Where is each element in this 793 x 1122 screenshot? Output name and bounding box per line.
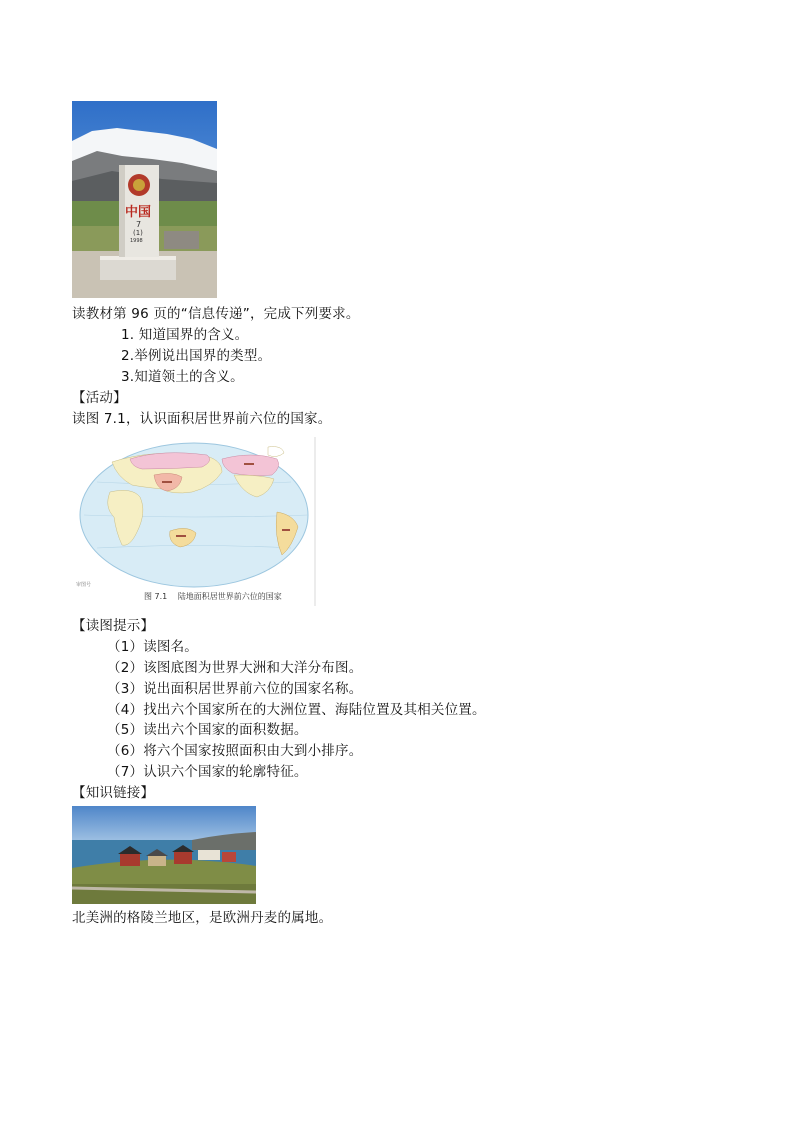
- hint-1: （1）读图名。: [107, 639, 198, 655]
- marker-year-text: 1998: [130, 238, 143, 244]
- world-map-image: [72, 437, 316, 606]
- map-marker-text: 审图号: [76, 582, 92, 588]
- activity-text: 读图 7.1，认识面积居世界前六位的国家。: [72, 411, 332, 427]
- hints-heading: 【读图提示】: [72, 618, 155, 634]
- closing-text: 北美洲的格陵兰地区，是欧洲丹麦的属地。: [72, 910, 333, 926]
- map-caption-number: 图 7.1: [144, 592, 168, 601]
- requirement-2: 2.举例说出国界的类型。: [121, 348, 272, 364]
- map-caption-text: 陆地面积居世界前六位的国家: [177, 592, 282, 601]
- hint-4: （4）找出六个国家所在的大洲位置、海陆位置及其相关位置。: [107, 702, 486, 718]
- knowledge-heading: 【知识链接】: [72, 785, 155, 801]
- greenland-image: [72, 806, 256, 904]
- world-map-figure: [72, 437, 316, 606]
- hint-3: （3）说出面积居世界前六位的国家名称。: [107, 681, 363, 697]
- hint-2: （2）该图底图为世界大洲和大洋分布图。: [107, 660, 363, 676]
- intro-text: 读教材第 96 页的“信息传递”，完成下列要求。: [72, 306, 360, 322]
- boundary-marker-photo: [72, 101, 217, 298]
- activity-heading: 【活动】: [72, 390, 127, 406]
- boundary-marker-image: [72, 101, 217, 298]
- requirement-3: 3.知道领土的含义。: [121, 369, 244, 385]
- hint-5: （5）读出六个国家的面积数据。: [107, 722, 308, 738]
- hint-7: （7）认识六个国家的轮廓特征。: [107, 764, 308, 780]
- map-caption: [144, 591, 282, 602]
- hint-6: （6）将六个国家按照面积由大到小排序。: [107, 743, 363, 759]
- marker-country-text: 中国: [125, 205, 152, 220]
- marker-sub-text: (1): [133, 229, 143, 237]
- requirement-1: 1. 知道国界的含义。: [121, 327, 249, 343]
- greenland-photo: [72, 806, 256, 904]
- marker-number-text: 7: [136, 220, 142, 229]
